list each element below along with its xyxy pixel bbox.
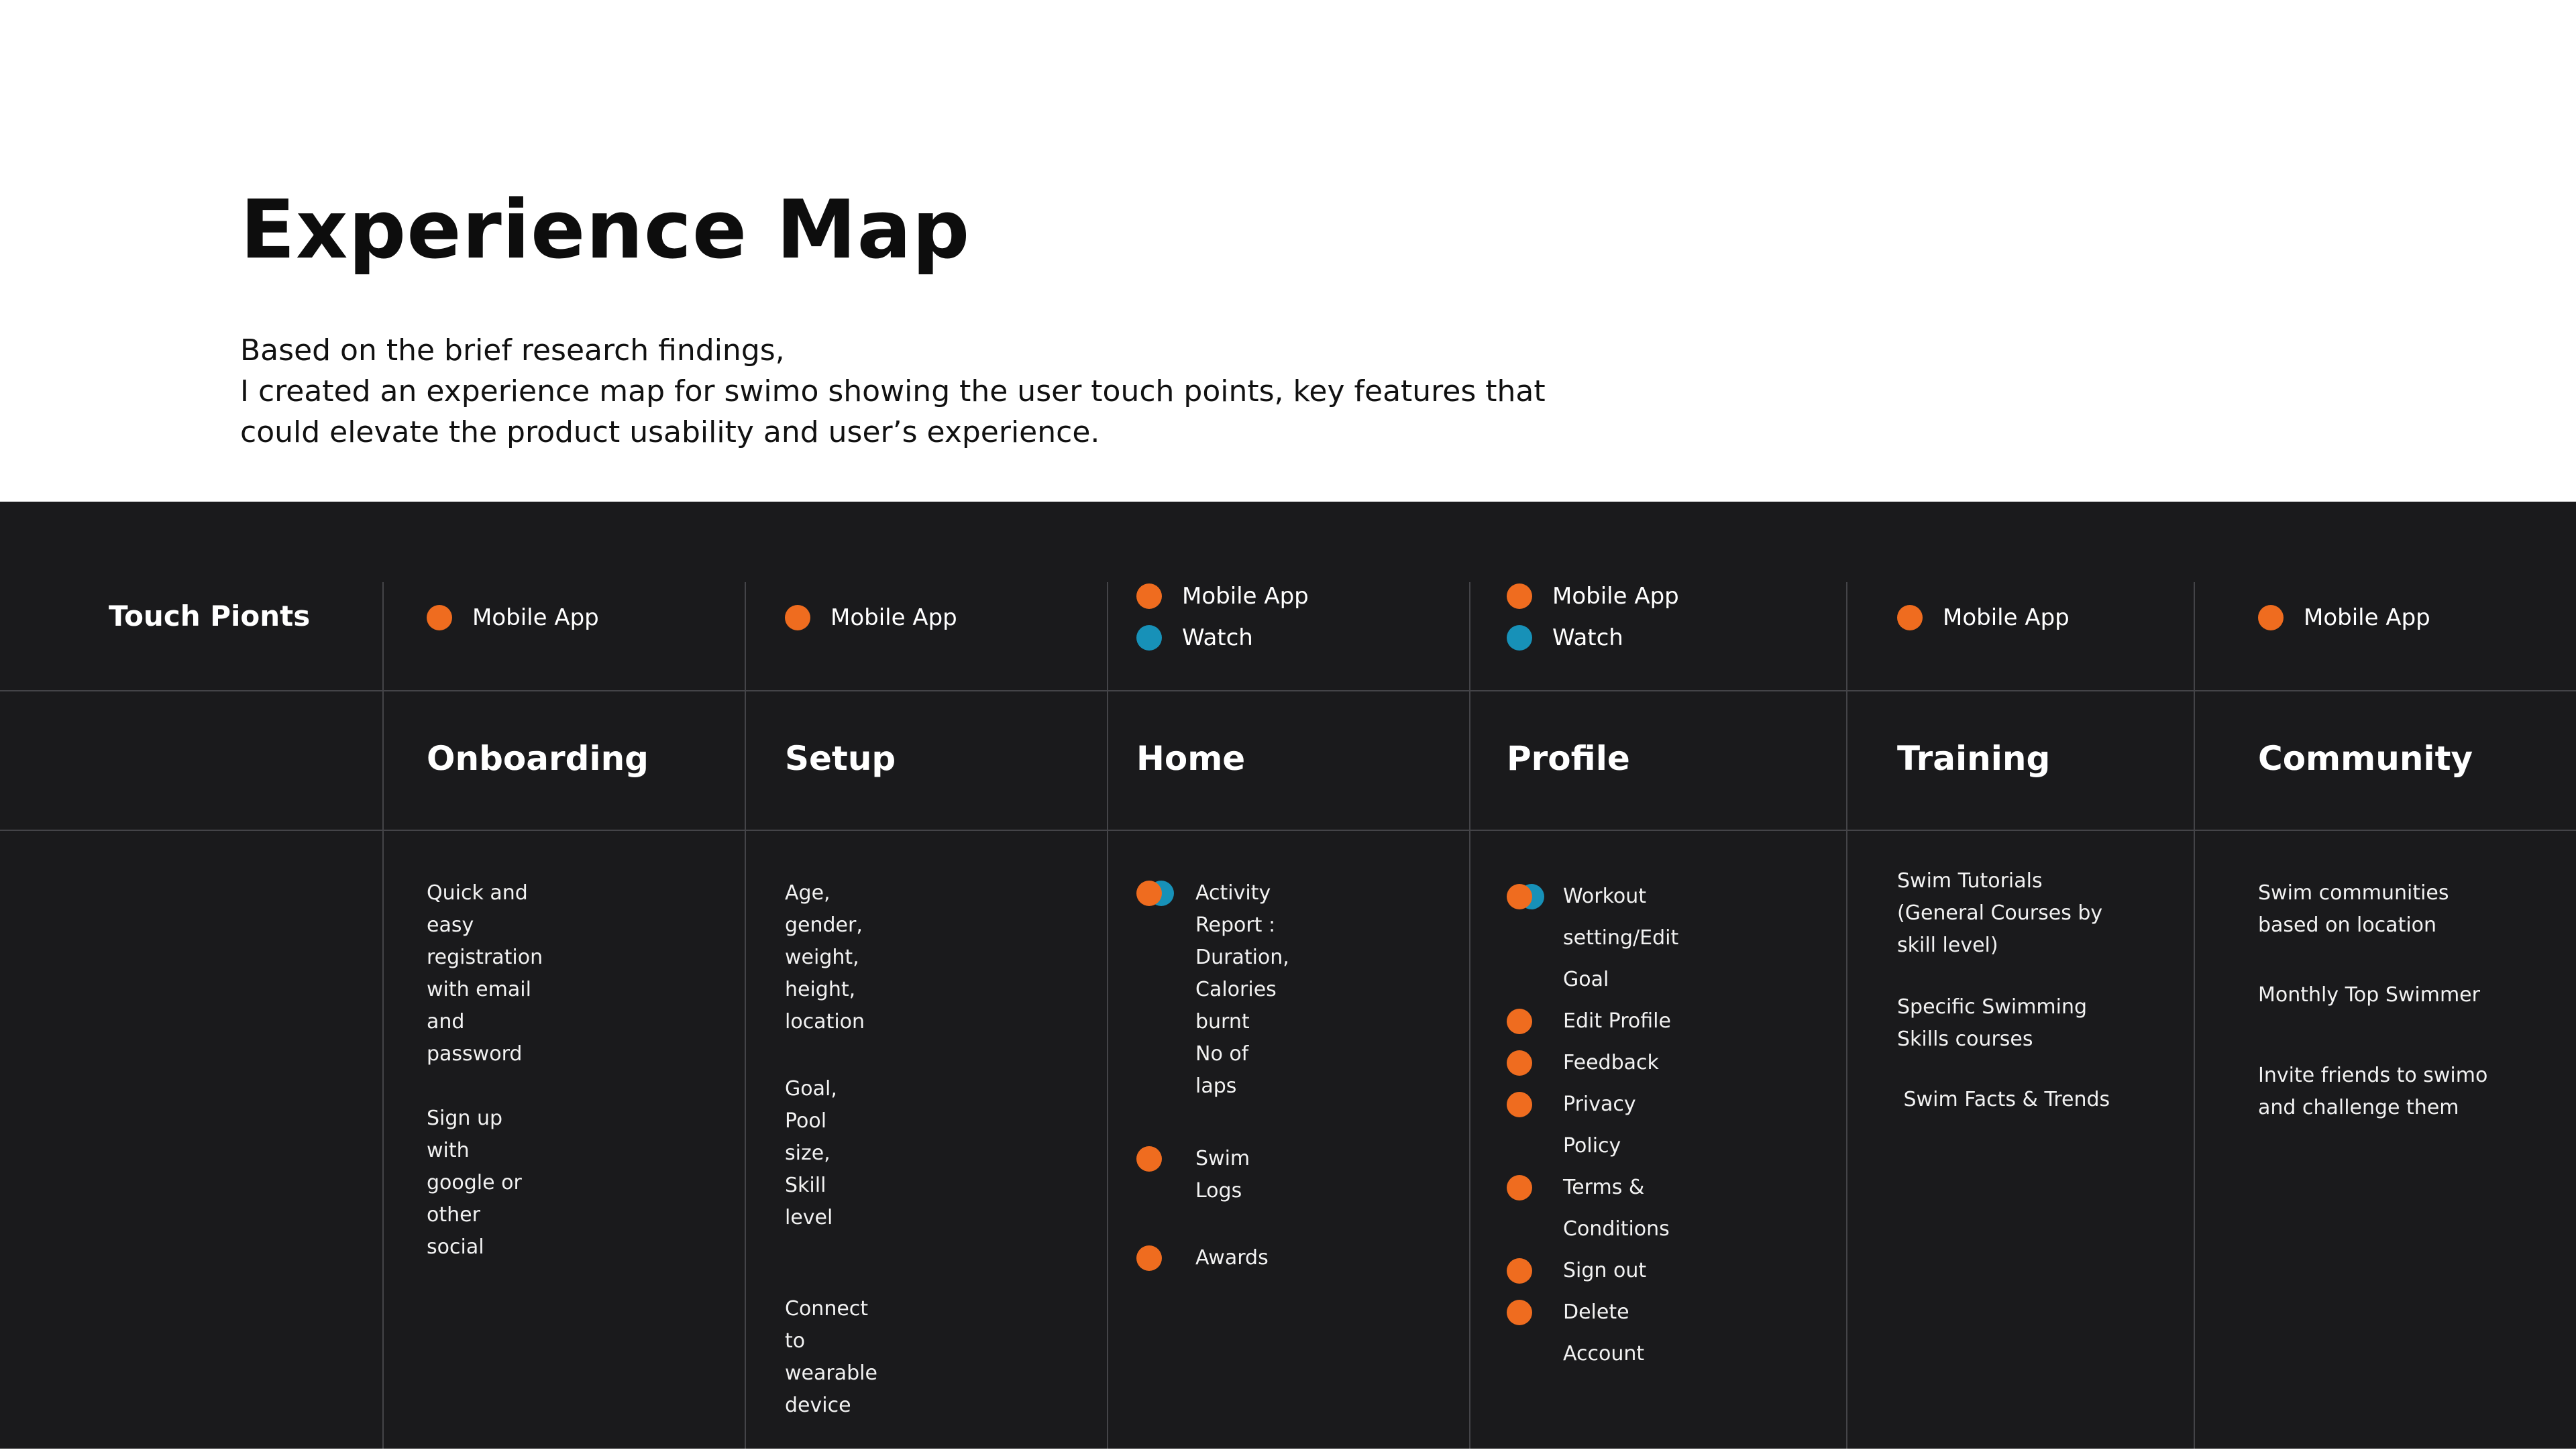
mobile-app-dot-icon [1136, 1146, 1162, 1172]
intro-line: Based on the brief research findings, [240, 333, 785, 368]
column-divider [382, 582, 384, 1449]
mobile-app-dot-icon [1507, 583, 1532, 609]
stage-title: Onboarding [427, 739, 649, 778]
feature-item: Age, gender, weight, height, location [785, 881, 865, 1033]
touchpoint-label: Watch [1182, 624, 1253, 651]
feature-list [427, 877, 543, 1296]
feature-text: Delete Account [1563, 1300, 1645, 1365]
feature-text: Workout setting/Edit Goal [1563, 885, 1679, 991]
touchpoint-mobile-app [785, 597, 1161, 638]
touch-points-label: Touch Pionts [109, 600, 311, 632]
mobile-app-dot-icon [1507, 1175, 1532, 1200]
feature-text: Awards [1195, 1246, 1269, 1270]
feature-item [1507, 876, 1678, 1001]
feature-item [1136, 1143, 1289, 1207]
feature-text: Terms & Conditions [1563, 1176, 1670, 1241]
touchpoint-label: Watch [1552, 624, 1623, 651]
page-title: Experience Map [240, 184, 971, 277]
touchpoint-watch [1507, 617, 1882, 659]
stage-title: Home [1136, 739, 1246, 778]
watch-dot-icon [1507, 625, 1532, 651]
touchpoint-mobile-app [1897, 597, 2273, 638]
mobile-app-dot-icon [1507, 1009, 1532, 1034]
feature-item: Invite friends to swimo and challenge them [2258, 1064, 2488, 1119]
feature-text: Feedback [1563, 1051, 1659, 1074]
feature-item [1507, 1292, 1678, 1375]
feature-text: Edit Profile [1563, 1009, 1671, 1033]
mobile-app-dot-icon [785, 605, 810, 630]
mobile-app-dot-icon [1136, 583, 1162, 609]
experience-map-panel [0, 502, 2576, 1449]
mobile-app-dot-icon [1507, 1258, 1532, 1284]
stage-title: Training [1897, 739, 2051, 778]
feature-item: Sign up with google or other social [427, 1107, 522, 1259]
watch-dot-icon [1136, 625, 1162, 651]
touchpoint-mobile-app [1136, 575, 1512, 617]
feature-item: Quick and easy registration with email and password [427, 881, 543, 1066]
mobile-app-dot-icon [1507, 1050, 1532, 1076]
feature-list [1897, 865, 2110, 1148]
feature-item [1507, 1001, 1678, 1042]
mobile-app-dot-icon [1507, 884, 1532, 909]
feature-item: Specific Swimming Skills courses [1897, 995, 2088, 1051]
mobile-app-dot-icon [1136, 881, 1162, 906]
mobile-app-dot-icon [427, 605, 452, 630]
mobile-app-dot-icon [1507, 1300, 1532, 1325]
feature-list [1507, 876, 1678, 1375]
mobile-and-watch-dots-icon [1507, 884, 1546, 909]
feature-item: Swim Facts & Trends [1897, 1088, 2110, 1111]
feature-list [1136, 877, 1289, 1274]
mobile-app-dot-icon [1897, 605, 1923, 630]
stage-title: Community [2258, 739, 2473, 778]
feature-item [1507, 1042, 1678, 1084]
feature-text: Privacy Policy [1563, 1093, 1636, 1158]
touchpoint-label: Mobile App [1552, 583, 1679, 610]
touchpoint-label: Mobile App [2304, 604, 2430, 631]
touchpoint-watch [1136, 617, 1512, 659]
feature-item: Connect to wearable device [785, 1297, 877, 1417]
feature-item: Monthly Top Swimmer [2258, 983, 2480, 1007]
mobile-and-watch-dots-icon [1136, 881, 1175, 906]
feature-item: Goal, Pool size, Skill level [785, 1077, 837, 1229]
feature-item: Swim Tutorials (General Courses by skill level) [1897, 869, 2103, 957]
stage-title: Profile [1507, 739, 1630, 778]
feature-item: Swim communities based on location [2258, 881, 2449, 937]
mobile-app-dot-icon [1507, 1092, 1532, 1117]
feature-item [1507, 1250, 1678, 1292]
feature-text: Swim Logs [1195, 1147, 1250, 1203]
feature-list [2258, 877, 2567, 1156]
feature-text: Activity Report : Duration, Calories burnt No of laps [1195, 881, 1289, 1098]
mobile-app-dot-icon [2258, 605, 2284, 630]
intro-line: could elevate the product usability and user’s experience. [240, 415, 1100, 449]
stage-title: Setup [785, 739, 896, 778]
touchpoints [1507, 575, 1882, 765]
feature-list [785, 877, 877, 1454]
touchpoints [1136, 575, 1512, 765]
touchpoint-mobile-app [427, 597, 802, 638]
feature-item [1136, 877, 1289, 1103]
touchpoint-label: Mobile App [472, 604, 599, 631]
mobile-app-dot-icon [1136, 1245, 1162, 1271]
feature-item [1136, 1242, 1289, 1274]
feature-item [1507, 1167, 1678, 1250]
touchpoint-label: Mobile App [1182, 583, 1309, 610]
touchpoint-label: Mobile App [1943, 604, 2070, 631]
intro-line: I created an experience map for swimo showing the user touch points, key features that [240, 374, 1546, 408]
feature-item [1507, 1084, 1678, 1167]
row-divider [0, 830, 2576, 831]
feature-text: Sign out [1563, 1259, 1647, 1282]
touchpoint-mobile-app [1507, 575, 1882, 617]
touchpoint-mobile-app [2258, 597, 2573, 638]
intro-text [240, 330, 1783, 453]
touchpoint-label: Mobile App [830, 604, 957, 631]
